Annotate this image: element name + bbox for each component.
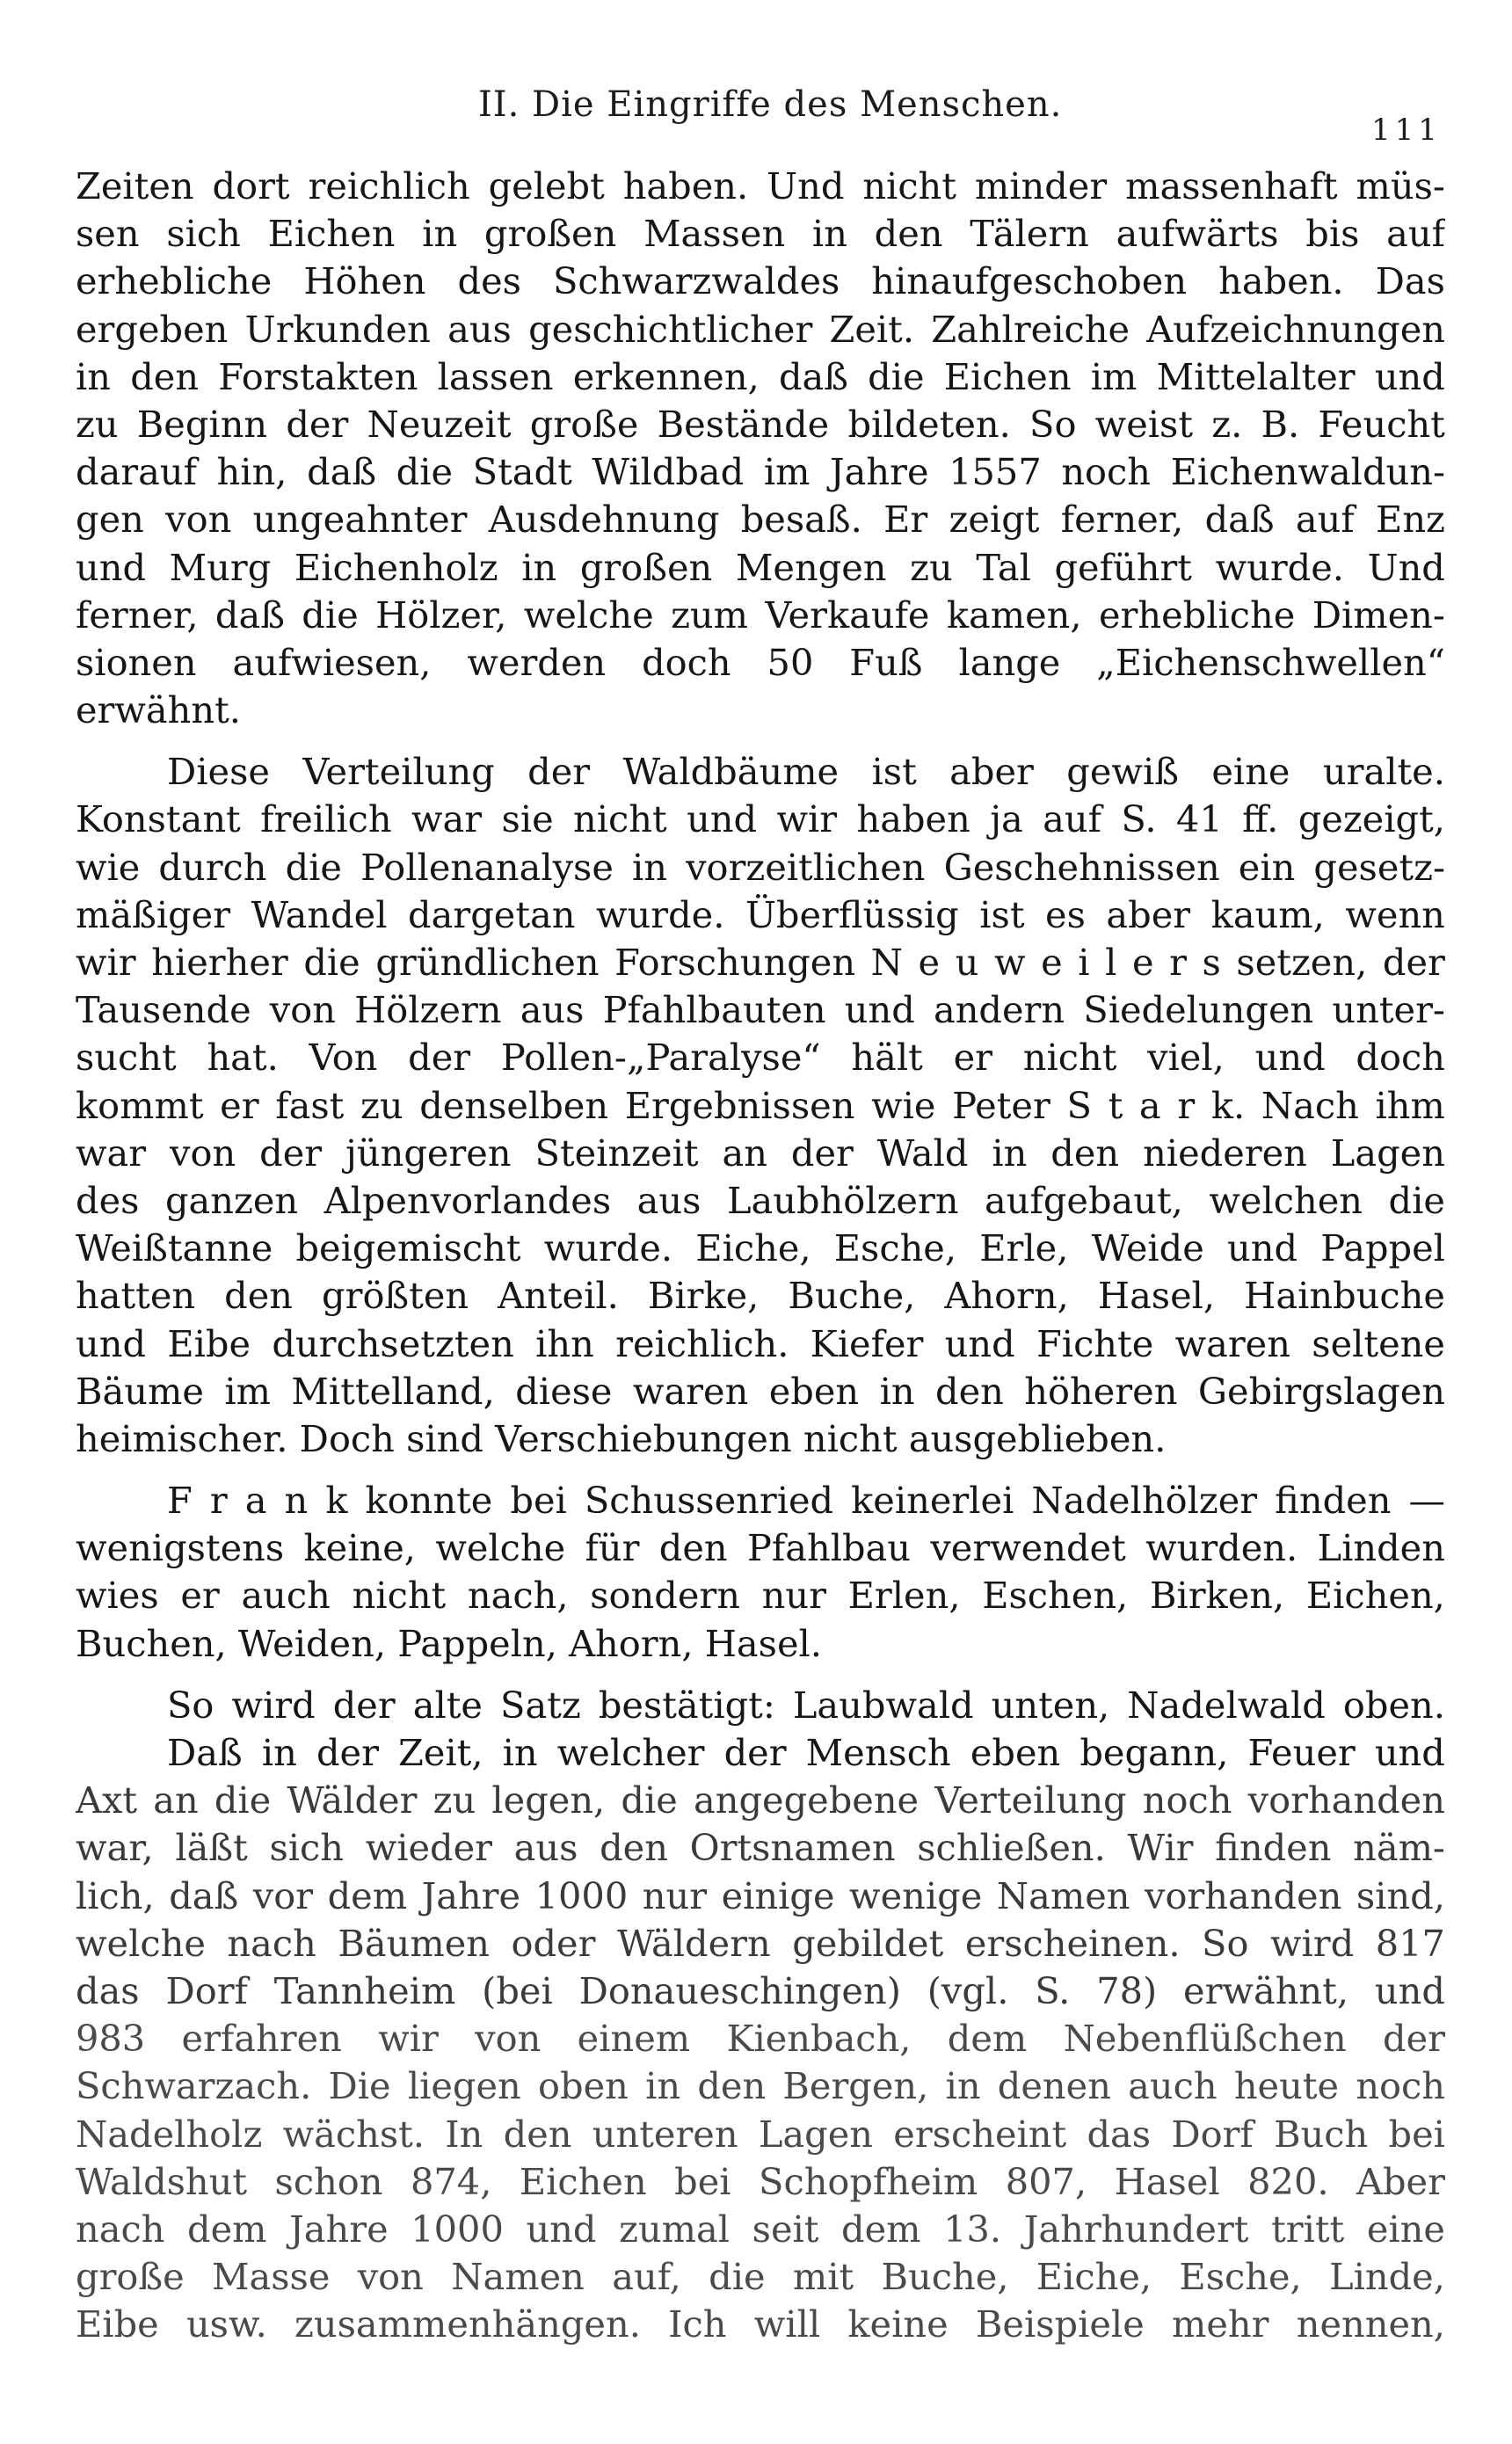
text-line: 983 erfahren wir von einem Kienbach, dem Nebenflüßchen der: [76, 2017, 1445, 2061]
text-line: heimischer. Doch sind Verschiebungen nicht ausgeblieben.: [76, 1416, 1167, 1460]
text-line: Schwarzach. Die liegen oben in den Bergen, in denen auch heute noch: [76, 2064, 1445, 2108]
text-line: ergeben Urkunden aus geschichtlicher Zeit. Zahlreiche Aufzeichnungen: [76, 307, 1445, 351]
text-line: war von der jüngeren Steinzeit an der Wald in den niederen Lagen: [76, 1131, 1445, 1175]
text-line: sen sich Eichen in großen Massen in den Tälern aufwärts bis auf: [76, 212, 1445, 256]
text-line: erwähnt.: [76, 688, 241, 732]
text-line: wie durch die Pollenanalyse in vorzeitlichen Geschehnissen ein gesetz-: [76, 845, 1445, 889]
text-line: Nadelholz wächst. In den unteren Lagen erscheint das Dorf Buch bei: [76, 2112, 1445, 2156]
page-number: 111: [1371, 113, 1442, 148]
text-line: mäßiger Wandel dargetan wurde. Überflüssig ist es aber kaum, wenn: [76, 892, 1445, 936]
text-line: und Eibe durchsetzten ihn reichlich. Kiefer und Fichte waren seltene: [76, 1321, 1445, 1365]
text-line: Weißtanne beigemischt wurde. Eiche, Esche, Erle, Weide und Pappel: [76, 1226, 1445, 1270]
text-line: nach dem Jahre 1000 und zumal seit dem 13. Jahrhundert tritt eine: [76, 2207, 1445, 2251]
text-line: das Dorf Tannheim (bei Donaueschingen) (vgl. S. 78) erwähnt, und: [76, 1968, 1445, 2012]
text-line: Eibe usw. zusammenhängen. Ich will keine Beispiele mehr nennen,: [76, 2302, 1445, 2346]
text-line: große Masse von Namen auf, die mit Buche, Eiche, Esche, Linde,: [76, 2255, 1445, 2299]
text-line: Zeiten dort reichlich gelebt haben. Und nicht minder massenhaft müs-: [76, 164, 1445, 207]
text-line: zu Beginn der Neuzeit große Bestände bildeten. So weist z. B. Feucht: [76, 402, 1445, 446]
text-line: darauf hin, daß die Stadt Wildbad im Jahre 1557 noch Eichenwaldun-: [76, 450, 1445, 494]
text-line: wir hierher die gründlichen Forschungen N e u w e i l e r s setzen, der: [76, 941, 1445, 984]
text-line: Daß in der Zeit, in welcher der Mensch eben begann, Feuer und: [167, 1731, 1445, 1774]
text-line: Diese Verteilung der Waldbäume ist aber gewiß eine uralte.: [167, 750, 1445, 794]
text-line: sucht hat. Von der Pollen-„Paralyse“ hält er nicht viel, und doch: [76, 1036, 1445, 1080]
text-line: Buchen, Weiden, Pappeln, Ahorn, Hasel.: [76, 1621, 822, 1665]
running-head-title: II. Die Eingriffe des Menschen.: [478, 84, 1063, 125]
text-line: gen von ungeahnter Ausdehnung besaß. Er zeigt ferner, daß auf Enz: [76, 498, 1445, 542]
text-line: wies er auch nicht nach, sondern nur Erlen, Eschen, Birken, Eichen,: [76, 1574, 1445, 1618]
text-line: wenigstens keine, welche für den Pfahlbau verwendet wurden. Linden: [76, 1526, 1445, 1570]
text-line: Tausende von Hölzern aus Pfahlbauten und andern Siedelungen unter-: [76, 988, 1445, 1032]
text-line: sionen aufwiesen, werden doch 50 Fuß lange „Eichenschwellen“: [76, 640, 1445, 684]
text-line: Bäume im Mittelland, diese waren eben in den höheren Gebirgslagen: [76, 1369, 1445, 1413]
text-line: F r a n k konnte bei Schussenried keinerlei Nadelhölzer finden —: [167, 1479, 1445, 1523]
text-line: ferner, daß die Hölzer, welche zum Verkaufe kamen, erhebliche Dimen-: [76, 593, 1445, 636]
text-line: in den Forstakten lassen erkennen, daß die Eichen im Mittelalter und: [76, 354, 1445, 398]
text-line: lich, daß vor dem Jahre 1000 nur einige wenige Namen vorhanden sind,: [76, 1873, 1445, 1917]
text-line: des ganzen Alpenvorlandes aus Laubhölzern aufgebaut, welchen die: [76, 1178, 1445, 1222]
text-line: So wird der alte Satz bestätigt: Laubwald unten, Nadelwald oben.: [167, 1683, 1445, 1727]
text-line: welche nach Bäumen oder Wäldern gebildet erscheinen. So wird 817: [76, 1921, 1445, 1965]
text-line: war, läßt sich wieder aus den Ortsnamen schließen. Wir finden näm-: [76, 1826, 1445, 1870]
text-line: hatten den größten Anteil. Birke, Buche, Ahorn, Hasel, Hainbuche: [76, 1274, 1445, 1318]
text-line: erhebliche Höhen des Schwarzwaldes hinaufgeschoben haben. Das: [76, 259, 1445, 303]
text-line: Axt an die Wälder zu legen, die angegebene Verteilung noch vorhanden: [76, 1778, 1445, 1822]
text-line: Waldshut schon 874, Eichen bei Schopfheim 807, Hasel 820. Aber: [76, 2159, 1445, 2203]
text-line: kommt er fast zu denselben Ergebnissen wie Peter S t a r k. Nach ihm: [76, 1083, 1445, 1127]
body-text: [76, 163, 1445, 2348]
text-line: Konstant freilich war sie nicht und wir haben ja auf S. 41 ff. gezeigt,: [76, 797, 1445, 841]
text-line: und Murg Eichenholz in großen Mengen zu Tal geführt wurde. Und: [76, 545, 1445, 589]
